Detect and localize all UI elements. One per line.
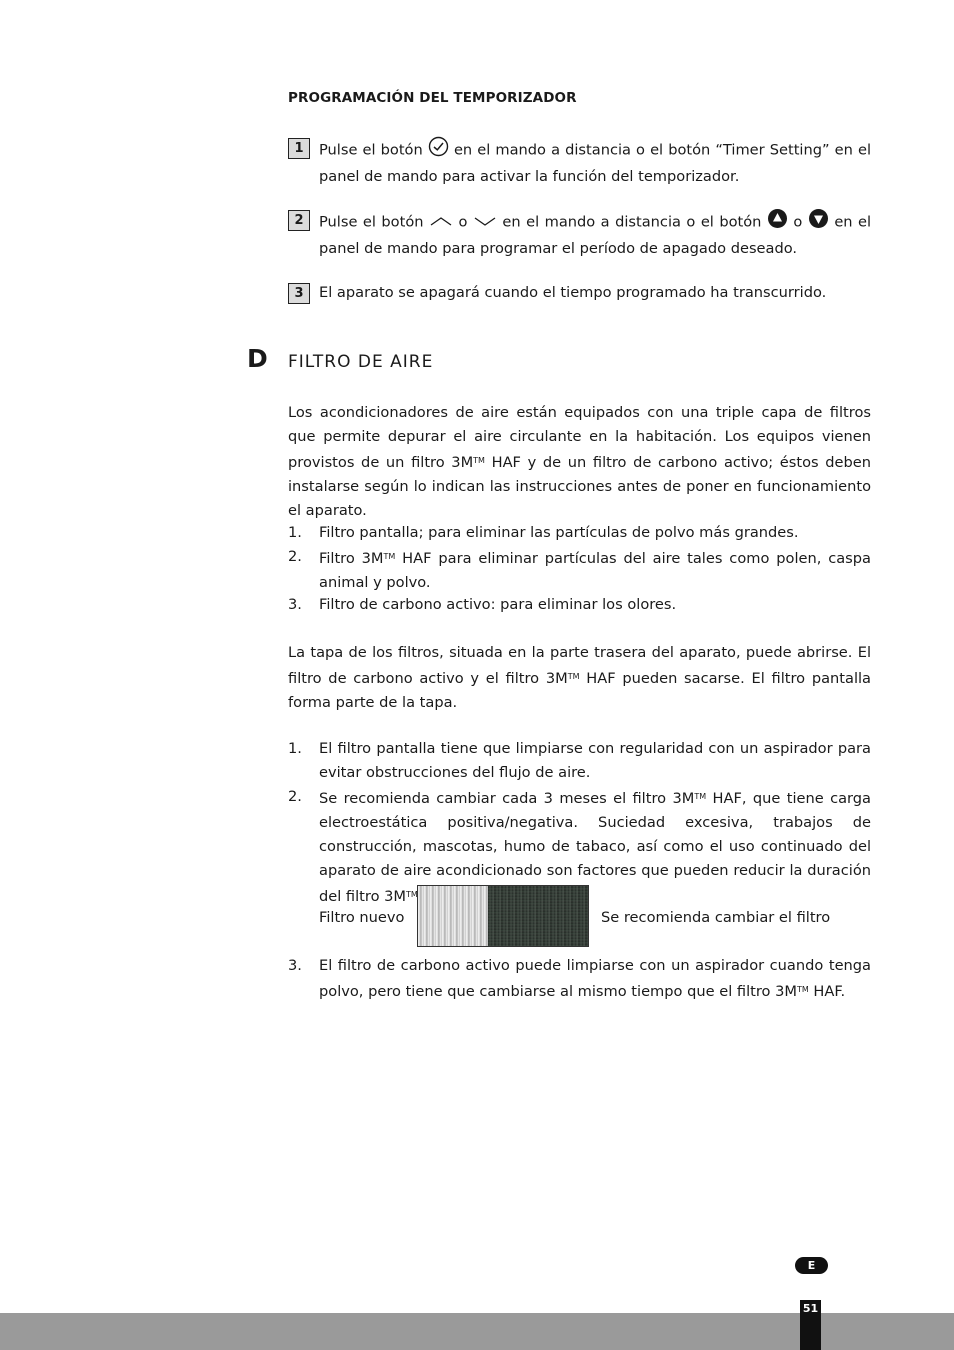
chevron-up-icon xyxy=(429,211,453,235)
list-text-b: HAF. xyxy=(808,983,846,1000)
step-text-mid: en el mando a distancia o el botón xyxy=(502,213,762,231)
filter-replace-label: Se recomienda cambiar el filtro xyxy=(601,909,831,926)
list-text xyxy=(319,785,871,909)
or-text: o xyxy=(458,213,468,231)
list-number: 3. xyxy=(288,957,302,974)
intro-text-b: HAF y de un filtro de carbono activo; éstos deben instalarse según lo indican las instrucciones antes de poner en funcionamiento el aparato. xyxy=(288,454,872,519)
cover-text-b: HAF pueden sacarse. El filtro pantalla forma parte de la tapa. xyxy=(288,670,871,711)
section-title: FILTRO DE AIRE xyxy=(288,352,434,372)
list-text: Filtro de carbono activo: para eliminar los olores. xyxy=(319,596,677,613)
step-text xyxy=(319,208,871,261)
intro-text-a: Los acondicionadores de aire están equipados con una triple capa de filtros que permite depurar el aire circulante en la habitación. Los equipos vienen provistos de un filtro 3M xyxy=(288,404,871,471)
filter-comparison-image xyxy=(417,885,589,947)
list-text: El filtro pantalla tiene que limpiarse con regularidad con un aspirador para evitar obstrucciones del flujo de aire. xyxy=(319,740,871,781)
trademark: TM xyxy=(567,672,580,681)
trademark: TM xyxy=(406,890,418,899)
list-text xyxy=(319,545,871,595)
list-number: 3. xyxy=(288,596,302,613)
step-text xyxy=(319,136,871,189)
list-item xyxy=(288,954,871,1002)
list-number: 2. xyxy=(288,548,302,565)
list-number: 2. xyxy=(288,788,302,805)
list-text-a: Se recomienda cambiar cada 3 meses el filtro 3M xyxy=(319,790,695,807)
list-item xyxy=(288,737,871,785)
section-letter: D xyxy=(247,344,268,373)
list-item xyxy=(288,521,871,545)
step-number-box: 2 xyxy=(288,210,310,231)
step-text: El aparato se apagará cuando el tiempo programado ha transcurrido. xyxy=(319,284,827,301)
trademark: TM xyxy=(473,456,485,465)
dirty-filter-swatch xyxy=(488,886,588,946)
cover-text-a: La tapa de los filtros, situada en la parte trasera del aparato, puede abrirse. El filtro de carbono activo y el filtro 3M xyxy=(288,644,871,687)
language-badge: E xyxy=(795,1257,828,1274)
timer-heading: PROGRAMACIÓN DEL TEMPORIZADOR xyxy=(288,90,577,106)
list-text-a: Filtro 3M xyxy=(319,550,384,567)
list-text-b: HAF para eliminar partículas del aire tales como polen, caspa animal y polvo. xyxy=(319,550,871,591)
step-text-pre: Pulse el botón xyxy=(319,213,424,231)
list-text-b: HAF, que tiene carga electroestática positiva/negativa. Suciedad excesiva, trabajos de construcción, mascotas, humo de tabaco, así como el uso continuado del aparato de aire acondicionado son factores que pueden reducir la duración del filtro 3M xyxy=(319,790,872,905)
trademark: TM xyxy=(694,792,707,801)
clock-check-icon xyxy=(428,136,449,165)
step-text-post: en el mando a distancia o el botón “Timer Setting” en el panel de mando para activar la función del temporizador. xyxy=(319,141,871,185)
list-number: 1. xyxy=(288,524,302,541)
list-text: Filtro pantalla; para eliminar las partículas de polvo más grandes. xyxy=(319,524,799,541)
step-text-pre: Pulse el botón xyxy=(319,141,423,159)
down-triangle-circle-icon xyxy=(808,208,829,237)
step-number-box: 1 xyxy=(288,138,310,159)
list-item xyxy=(288,593,871,617)
list-item xyxy=(288,545,871,593)
intro-paragraph xyxy=(288,401,871,523)
trademark: TM xyxy=(797,985,809,994)
list-text-a: El filtro de carbono activo puede limpiarse con un aspirador cuando tenga polvo, pero tiene que cambiarse al mismo tiempo que el filtro 3M xyxy=(319,957,871,1000)
chevron-down-icon xyxy=(473,211,497,235)
list-text xyxy=(319,954,871,1004)
filter-new-label: Filtro nuevo xyxy=(319,909,405,926)
trademark: TM xyxy=(383,552,396,561)
or-text: o xyxy=(793,213,803,231)
cover-paragraph xyxy=(288,641,871,715)
step-text-post: en el panel de mando para programar el período de apagado deseado. xyxy=(319,213,872,257)
list-item xyxy=(288,785,872,905)
up-triangle-circle-icon xyxy=(767,208,788,237)
clean-filter-swatch xyxy=(418,886,488,946)
step-number-box: 3 xyxy=(288,283,310,304)
page-number: 51 xyxy=(800,1300,821,1350)
list-number: 1. xyxy=(288,740,302,757)
